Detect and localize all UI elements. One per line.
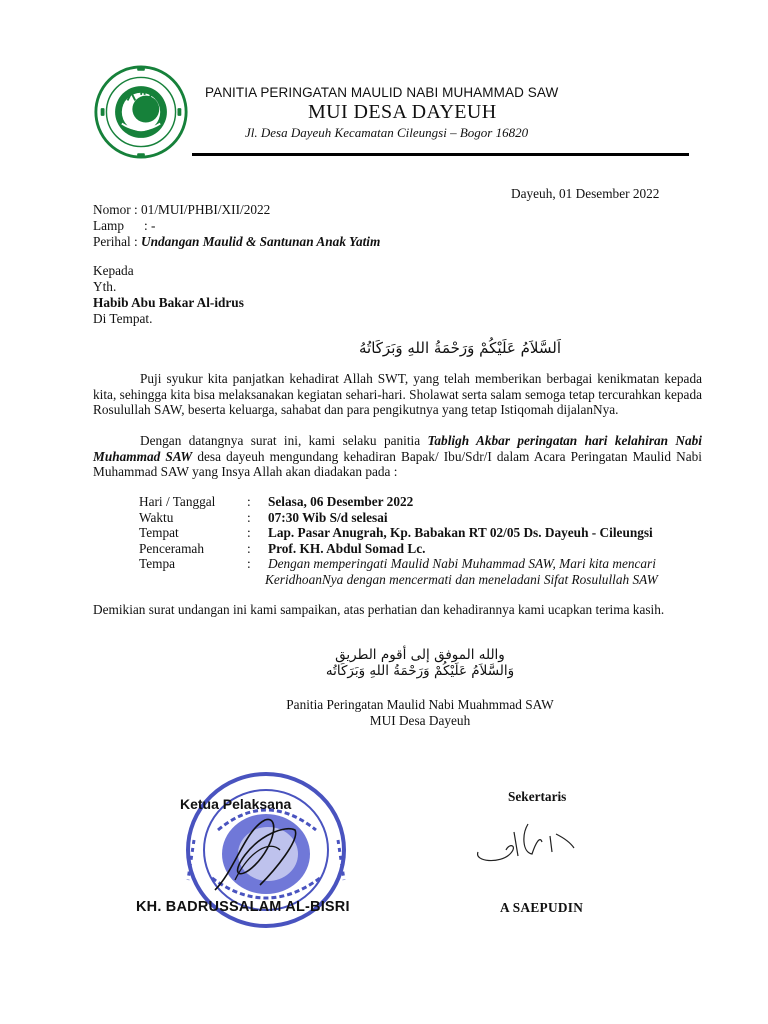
detail-colon: : [247,494,251,509]
recipient-block [93,263,244,327]
detail-colon: : [247,556,251,571]
org-title: MUI DESA DAYEUH [308,101,497,123]
committee-block [200,697,640,729]
detail-label: Waktu [139,509,174,525]
secretary-name: A SAEPUDIN [500,900,584,915]
closing-paragraph: Demikian surat undangan ini kami sampaikan, atas perhatian dan kehadirannya kami ucapkan terima kasih. [93,602,665,617]
lamp-label: Lamp [93,218,125,233]
nomor-label: Nomor [93,202,131,217]
invitation-text-after: desa dayeuh mengundang kehadiran Bapak/ Ibu/Sdr/I dalam Acara Peringatan Maulid Nabi Muhammad SAW yang Insya Allah akan diadakan pada : [93,448,702,479]
detail-value: Lap. Pasar Anugrah, Kp. Babakan RT 02/05 Ds. Dayeuh - Cileungsi [268,525,653,540]
perihal-row: Perihal : Undangan Maulid & Santunan Anak Yatim [93,234,381,249]
detail-label: Tempat [139,525,179,540]
paragraph-invitation [93,433,702,480]
detail-label: Penceramah [139,540,204,556]
lamp-row: Lamp : - [93,218,156,233]
chair-title: Ketua Pelaksana [180,796,292,812]
secretary-title: Sekertaris [508,789,567,804]
detail-value: 07:30 Wib S/d selesai [268,509,388,525]
letter-meta [93,202,380,250]
detail-colon: : [247,540,251,556]
chair-signature [205,810,305,900]
recipient-kepada: Kepada [93,263,134,278]
detail-value: Selasa, 06 Desember 2022 [268,494,414,509]
detail-value-continued: KeridhoanNya dengan mencermati dan meneladani Sifat Rosulullah SAW [265,571,658,587]
nomor-row: Nomor : 01/MUI/PHBI/XII/2022 [93,202,271,217]
detail-colon: : [247,509,251,525]
recipient-yth: Yth. [93,279,117,294]
committee-line: MUI Desa Dayeuh [369,713,471,728]
salam-opening: اَلسَّلاَمُ عَلَيْكُمْ وَرَحْمَةُ اللهِ وَبَرَكَاتُهُ [359,339,561,357]
detail-value: Prof. KH. Abdul Somad Lc. [268,540,426,556]
salam-closing: وَالسَّلاَمُ عَلَيْكُمْ وَرَحْمَةُ اللهِ وَبَرَكَاتُه [325,663,515,679]
org-name-line: PANITIA PERINGATAN MAULID NABI MUHAMMAD SAW [205,85,559,100]
invitation-text-before: Dengan datangnya surat ini, kami selaku panitia [140,433,428,448]
perihal-label: Perihal [93,234,131,249]
lamp-value: - [150,218,156,233]
doa-line: والله الموفق إلى أقوم الطريق [335,647,505,663]
chair-name: KH. BADRUSSALAM AL-BISRI [136,899,350,915]
detail-label: Hari / Tanggal [139,494,216,509]
committee-line: Panitia Peringatan Maulid Nabi Muahmmad SAW [286,697,554,712]
org-address: Jl. Desa Dayeuh Kecamatan Cileungsi – Bogor 16820 [245,125,529,140]
recipient-place: Di Tempat. [93,311,153,326]
detail-value: Dengan memperingati Maulid Nabi Muhammad SAW, Mari kita mencari [268,556,656,571]
paragraph-opening: Puji syukur kita panjatkan kehadirat Allah SWT, yang telah memberikan berbagai kenikmatan kepada kita, sehingga kita bisa melaksanakan kegiatan sehari-hari. Sholawat serta salam semoga tetap tercurahkan kepada Rosulullah SAW, beserta keluarga, sahabat dan para pengikutnya yang tetap Istiqomah dijalanNya. [93,371,702,417]
detail-colon: : [247,525,251,540]
nomor-value: 01/MUI/PHBI/XII/2022 [141,202,271,217]
header-divider [192,153,689,156]
letter-date: Dayeuh, 01 Desember 2022 [511,186,660,201]
recipient-name: Habib Abu Bakar Al-idrus [93,295,244,310]
event-name: Tabligh Akbar peringatan hari kelahiran Nabi Muhammad SAW [93,433,702,464]
mui-logo [93,64,189,160]
detail-label: Tempa [139,556,175,571]
secretary-signature [470,812,580,872]
perihal-value: Undangan Maulid & Santunan Anak Yatim [141,234,381,249]
